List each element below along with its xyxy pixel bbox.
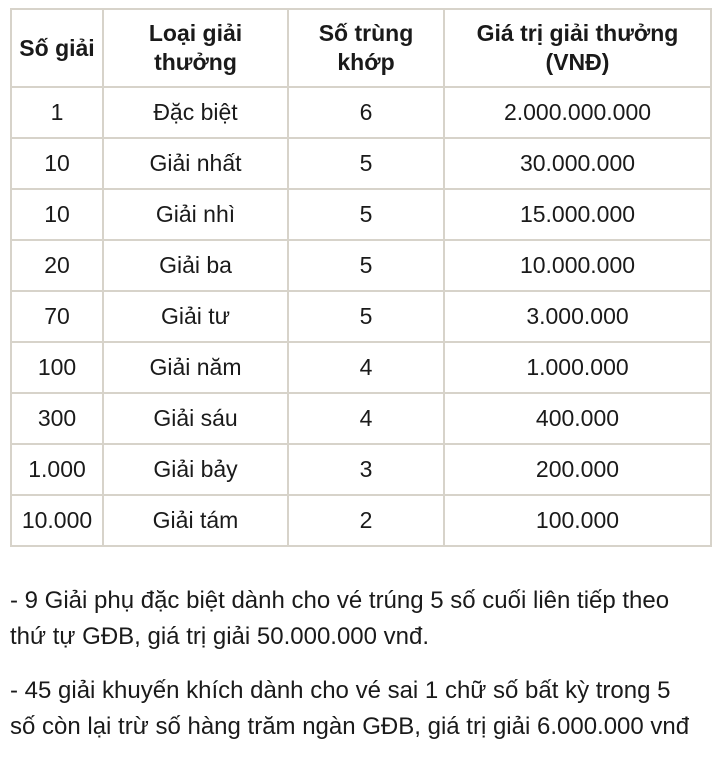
table-cell-matches: 3 xyxy=(288,444,444,495)
table-row xyxy=(11,189,711,240)
table-cell-type: Giải ba xyxy=(103,240,288,291)
footnote-2-line-1: - 45 giải khuyến khích dành cho vé sai 1 chữ số bất kỳ trong 5 xyxy=(10,677,671,704)
table-cell-value: 100.000 xyxy=(444,495,711,546)
table-cell-value: 1.000.000 xyxy=(444,342,711,393)
header-prize-count: Số giải xyxy=(11,9,103,87)
table-cell-count: 20 xyxy=(11,240,103,291)
header-match-count: Số trùng khớp xyxy=(288,9,444,87)
table-cell-count: 70 xyxy=(11,291,103,342)
table-cell-matches: 6 xyxy=(288,87,444,138)
table-cell-count: 10 xyxy=(11,138,103,189)
table-cell-count: 1.000 xyxy=(11,444,103,495)
table-cell-type: Giải nhì xyxy=(103,189,288,240)
table-row xyxy=(11,495,711,546)
table-cell-type: Giải tám xyxy=(103,495,288,546)
table-cell-value: 200.000 xyxy=(444,444,711,495)
table-cell-type: Giải tư xyxy=(103,291,288,342)
header-prize-type: Loại giải thưởng xyxy=(103,9,288,87)
table-cell-matches: 5 xyxy=(288,240,444,291)
table-row xyxy=(11,87,711,138)
footnote-1-line-2: thứ tự GĐB, giá trị giải 50.000.000 vnđ. xyxy=(10,623,430,650)
prize-table xyxy=(10,8,712,547)
table-cell-value: 2.000.000.000 xyxy=(444,87,711,138)
table-cell-matches: 2 xyxy=(288,495,444,546)
footnote-2-line-2: số còn lại trừ số hàng trăm ngàn GĐB, giá trị giải 6.000.000 vnđ xyxy=(10,713,690,740)
table-cell-matches: 4 xyxy=(288,342,444,393)
table-cell-type: Đặc biệt xyxy=(103,87,288,138)
table-cell-count: 10.000 xyxy=(11,495,103,546)
table-row xyxy=(11,393,711,444)
table-cell-value: 3.000.000 xyxy=(444,291,711,342)
footnotes xyxy=(10,583,710,745)
table-header-row xyxy=(11,9,711,87)
table-cell-count: 1 xyxy=(11,87,103,138)
table-cell-type: Giải nhất xyxy=(103,138,288,189)
table-cell-value: 400.000 xyxy=(444,393,711,444)
table-cell-value: 15.000.000 xyxy=(444,189,711,240)
table-cell-matches: 5 xyxy=(288,138,444,189)
table-cell-matches: 5 xyxy=(288,189,444,240)
table-cell-value: 30.000.000 xyxy=(444,138,711,189)
footnote-2 xyxy=(10,673,710,745)
table-row xyxy=(11,138,711,189)
table-cell-matches: 5 xyxy=(288,291,444,342)
footnote-1-line-1: - 9 Giải phụ đặc biệt dành cho vé trúng 5 số cuối liên tiếp theo xyxy=(10,587,670,614)
table-cell-type: Giải bảy xyxy=(103,444,288,495)
table-cell-value: 10.000.000 xyxy=(444,240,711,291)
table-row xyxy=(11,342,711,393)
table-cell-count: 100 xyxy=(11,342,103,393)
table-cell-count: 10 xyxy=(11,189,103,240)
table-row xyxy=(11,291,711,342)
table-cell-type: Giải sáu xyxy=(103,393,288,444)
table-cell-matches: 4 xyxy=(288,393,444,444)
table-cell-count: 300 xyxy=(11,393,103,444)
table-cell-type: Giải năm xyxy=(103,342,288,393)
footnote-1 xyxy=(10,583,710,655)
header-prize-value: Giá trị giải thưởng (VNĐ) xyxy=(444,9,711,87)
table-row xyxy=(11,444,711,495)
table-row xyxy=(11,240,711,291)
